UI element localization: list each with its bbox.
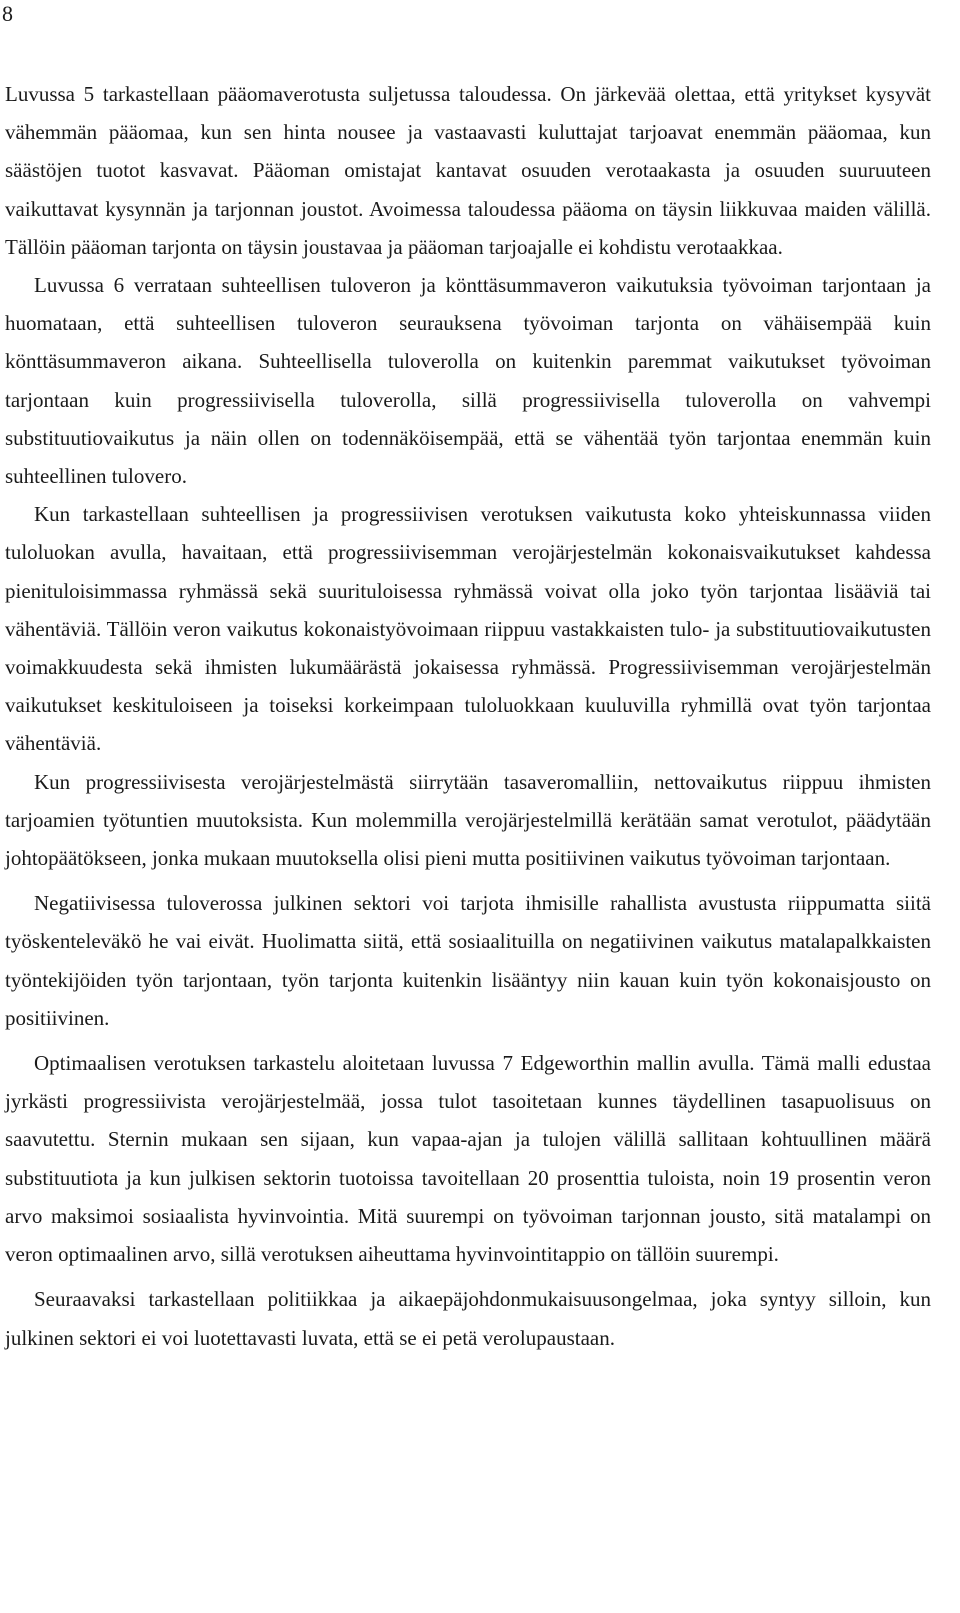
- document-body: [5, 75, 931, 1357]
- paragraph-optimal-taxation: Optimaalisen verotuksen tarkastelu aloitetaan luvussa 7 Edgeworthin mallin avulla. Tämä malli edustaa jyrkästi progressiivista verojärjestelmää, jossa tulot tasoitetaan kunnes täydellinen tasapuolisuus on saavutettu. Sternin mukaan sen sijaan, kun vapaa-ajan ja tulojen välillä sallitaan kohtuullinen määrä substituutiota ja kun julkisen sektorin tuotoissa tavoitellaan 20 prosenttia tuloista, noin 19 prosentin veron arvo maksimoi sosiaalista hyvinvointia. Mitä suurempi on työvoiman tarjonnan jousto, sitä matalampi on veron optimaalinen arvo, sillä verotuksen aiheuttama hyvinvointitappio on tällöin suurempi.: [5, 1051, 931, 1267]
- paragraph-chapter-5: Luvussa 5 tarkastellaan pääomaverotusta suljetussa taloudessa. On järkevää olettaa, että yritykset kysyvät vähemmän pääomaa, kun sen hinta nousee ja vastaavasti kuluttajat tarjoavat enemmän pääomaa, kun säästöjen tuotot kasvavat. Pääoman omistajat kantavat osuuden verotaakasta ja osuuden suuruuteen vaikuttavat kysynnän ja tarjonnan joustot. Avoimessa taloudessa pääoma on täysin liikkuvaa maiden välillä. Tällöin pääoman tarjonta on täysin joustavaa ja pääoman tarjoajalle ei kohdistu verotaakkaa.: [5, 82, 931, 259]
- paragraph-time-inconsistency: Seuraavaksi tarkastellaan politiikkaa ja aikaepäjohdonmukaisuusongelmaa, joka syntyy silloin, kun julkinen sektori ei voi luotettavasti luvata, että se ei petä verolupaustaan.: [5, 1287, 931, 1350]
- paragraph-negative-income-tax: Negatiivisessa tuloverossa julkinen sektori voi tarjota ihmisille rahallista avustusta riippumatta siitä työskenteleväkö he vai eivät. Huolimatta siitä, että sosiaalituilla on negatiivinen vaikutus matalapalkkaisten työntekijöiden työn tarjontaan, työn tarjonta kuitenkin lisääntyy niin kauan kuin työn kokonaisjousto on positiivinen.: [5, 891, 931, 1030]
- paragraph-flat-tax: Kun progressiivisesta verojärjestelmästä siirrytään tasaveromalliin, nettovaikutus riippuu ihmisten tarjoamien työtuntien muutoksista. Kun molemmilla verojärjestelmillä kerätään samat verotulot, päädytään johtopäätökseen, jonka mukaan muutoksella olisi pieni mutta positiivinen vaikutus työvoiman tarjontaan.: [5, 769, 931, 871]
- paragraph-income-classes: Kun tarkastellaan suhteellisen ja progressiivisen verotuksen vaikutusta koko yhteiskunnassa viiden tuloluokan avulla, havaitaan, että progressiivisemman verojärjestelmän kokonaisvaikutukset kahdessa pienituloisimmassa ryhmässä sekä suurituloisessa ryhmässä voivat olla joko työn tarjontaa lisääviä tai vähentäviä. Tällöin veron vaikutus kokonaistyövoimaan riippuu vastakkaisten tulo- ja substituutiovaikutusten voimakkuudesta sekä ihmisten lukumäärästä jokaisessa ryhmässä. Progressiivisemman verojärjestelmän vaikutukset keskituloiseen ja toiseksi korkeimpaan tuloluokkaan kuuluvilla ryhmillä ovat työn tarjontaa vähentäviä.: [5, 502, 931, 756]
- paragraph-chapter-6: Luvussa 6 verrataan suhteellisen tuloveron ja könttäsummaveron vaikutuksia työvoiman tarjontaan ja huomataan, että suhteellisen tuloveron seurauksena työvoiman tarjonta on vähäisempää kuin könttäsummaveron aikana. Suhteellisella tuloverolla on kuitenkin paremmat vaikutukset työvoiman tarjontaan kuin progressiivisella tuloverolla, sillä progressiivisella tuloverolla on vahvempi substituutiovaikutus ja näin ollen on todennäköisempää, että se vähentää työn tarjontaa enemmän kuin suhteellinen tulovero.: [5, 273, 931, 489]
- page-number: 8: [2, 1, 13, 26]
